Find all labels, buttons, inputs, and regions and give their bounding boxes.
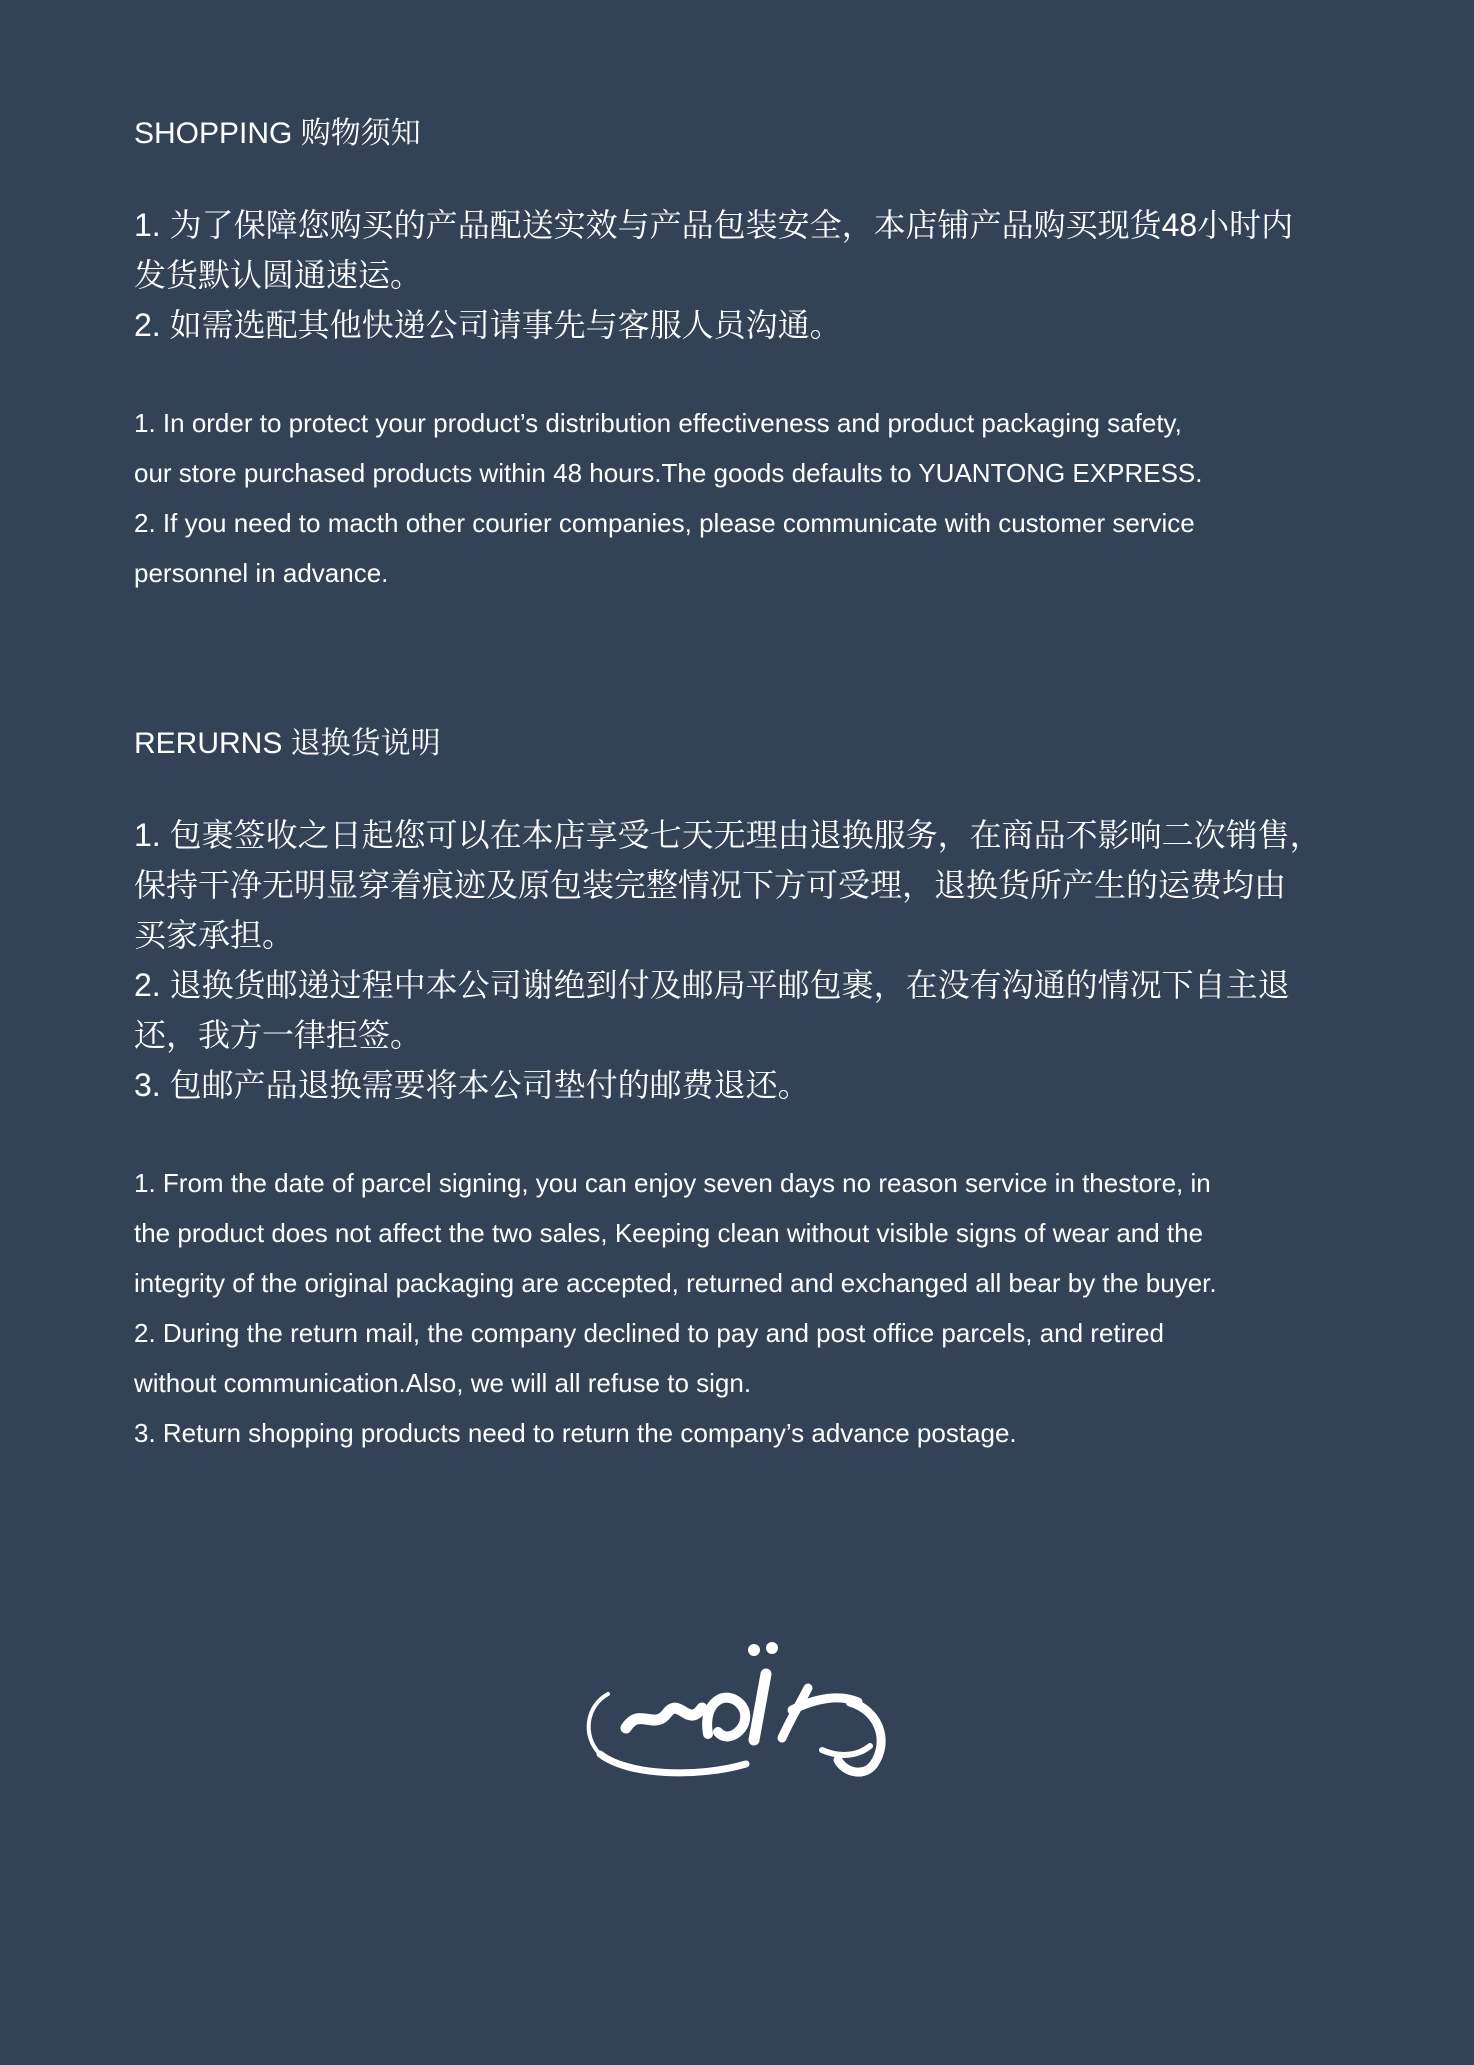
returns-cn-line: 买家承担。 [134, 917, 295, 953]
returns-cn-line: 保持干净无明显穿着痕迹及原包装完整情况下方可受理，退换货所产生的运费均由 [134, 867, 1287, 903]
returns-en-line: 2. During the return mail, the company declined to pay and post office parcels, and retired [134, 1318, 1164, 1348]
shopping-title: SHOPPING 购物须知 [134, 117, 421, 150]
shopping-cn-line: 发货默认圆通速运。 [134, 257, 423, 293]
returns-cn-line: 2. 退换货邮递过程中本公司谢绝到付及邮局平邮包裹，在没有沟通的情况下自主退 [134, 967, 1290, 1003]
returns-en-line: integrity of the original packaging are accepted, returned and exchanged all bear by the buyer. [134, 1268, 1217, 1298]
shopping-cn-line: 2. 如需选配其他快递公司请事先与客服人员沟通。 [134, 307, 842, 343]
shopping-cn-line: 1. 为了保障您购买的产品配送实效与产品包装安全，本店铺产品购买现货48小时内 [134, 207, 1294, 243]
returns-cn-line: 1. 包裹签收之日起您可以在本店享受七天无理由退换服务，在商品不影响二次销售， [134, 817, 1322, 853]
shopping-en-line: personnel in advance. [134, 558, 389, 588]
returns-en-text [134, 1158, 1374, 1458]
returns-en-line: the product does not affect the two sales, Keeping clean without visible signs of wear and the [134, 1218, 1204, 1248]
shopping-en-line: 1. In order to protect your product’s distribution effectiveness and product packaging safety, [134, 408, 1182, 438]
returns-cn-text [134, 810, 1374, 1110]
returns-en-line: 3. Return shopping products need to return the company’s advance postage. [134, 1418, 1017, 1448]
shopping-cn-text [134, 200, 1344, 350]
returns-cn-line: 3. 包邮产品退换需要将本公司垫付的邮费退还。 [134, 1067, 810, 1103]
shopping-en-text [134, 398, 1344, 598]
shopping-section [134, 112, 1344, 598]
returns-cn-line: 还，我方一律拒签。 [134, 1017, 423, 1053]
returns-section [134, 722, 1374, 1458]
shopping-en-line: our store purchased products within 48 hours.The goods defaults to YUANTONG EXPRESS. [134, 458, 1203, 488]
returns-en-line: 1. From the date of parcel signing, you can enjoy seven days no reason service in thestore, in [134, 1168, 1211, 1198]
returns-title: RERURNS 退换货说明 [134, 727, 441, 760]
shopping-en-line: 2. If you need to macth other courier companies, please communicate with customer service [134, 508, 1195, 538]
calligraphy-logo-icon [578, 1636, 900, 1784]
returns-en-line: without communication.Also, we will all refuse to sign. [134, 1368, 752, 1398]
